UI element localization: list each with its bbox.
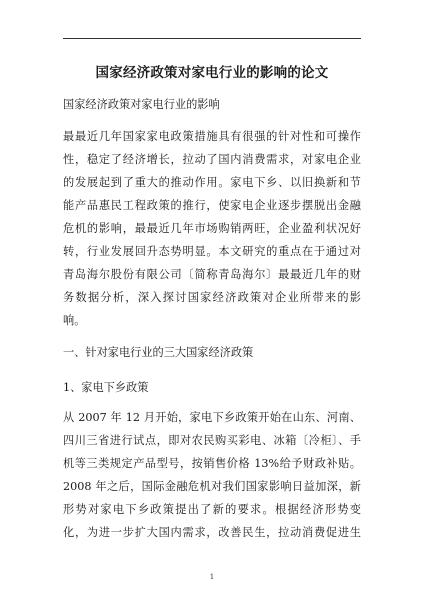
text-line: 形势对家电下乡政策提出了新的要求。根据经济形势变 bbox=[63, 503, 361, 516]
text-line: 化，为进一步扩大国内需求，改善民生，拉动消费促进生 bbox=[63, 526, 361, 539]
text-line: 转，行业发展回升态势明显。本文研究的重点在于通过对 bbox=[63, 245, 361, 258]
page-number: 1 bbox=[209, 573, 215, 581]
document-subtitle: 国家经济政策对家电行业的影响 bbox=[63, 98, 220, 111]
text-line: 机等三类规定产品型号，按销售价格 13%给予财政补贴。 bbox=[63, 457, 361, 470]
text-line: 务数据分析，深入探讨国家经济政策对企业所带来的影 bbox=[63, 291, 361, 304]
subsection-heading: 1、家电下乡政策 bbox=[63, 381, 149, 394]
text-line: 性，稳定了经济增长，拉动了国内消费需求，对家电企业 bbox=[63, 153, 361, 166]
header-rule bbox=[63, 38, 361, 39]
text-line: 响。 bbox=[63, 314, 86, 327]
body-paragraph bbox=[63, 406, 361, 544]
text-line: 的发展起到了重大的推动作用。家电下乡、以旧换新和节 bbox=[63, 176, 361, 189]
text-line: 最最近几年国家家电政策措施具有很强的针对性和可操作 bbox=[63, 130, 361, 143]
document-title: 国家经济政策对家电行业的影响的论文 bbox=[95, 65, 329, 81]
text-line: 2008 年之后，国际金融危机对我们国家影响日益加深，新 bbox=[63, 480, 361, 493]
text-line: 青岛海尔股份有限公司〔简称青岛海尔〕最最近几年的财 bbox=[63, 268, 361, 281]
text-line: 危机的影响，最最近几年市场购销两旺，企业盈利状况好 bbox=[63, 222, 361, 235]
text-line: 能产品惠民工程政策的推行，使家电企业逐步摆脱出金融 bbox=[63, 199, 361, 212]
text-line: 四川三省进行试点，即对农民购买彩电、冰箱〔冷柜〕、手 bbox=[63, 434, 361, 447]
section-heading: 一、针对家电行业的三大国家经济政策 bbox=[63, 346, 254, 359]
intro-paragraph bbox=[63, 125, 361, 332]
text-line: 从 2007 年 12 月开始，家电下乡政策开始在山东、河南、 bbox=[63, 411, 361, 424]
